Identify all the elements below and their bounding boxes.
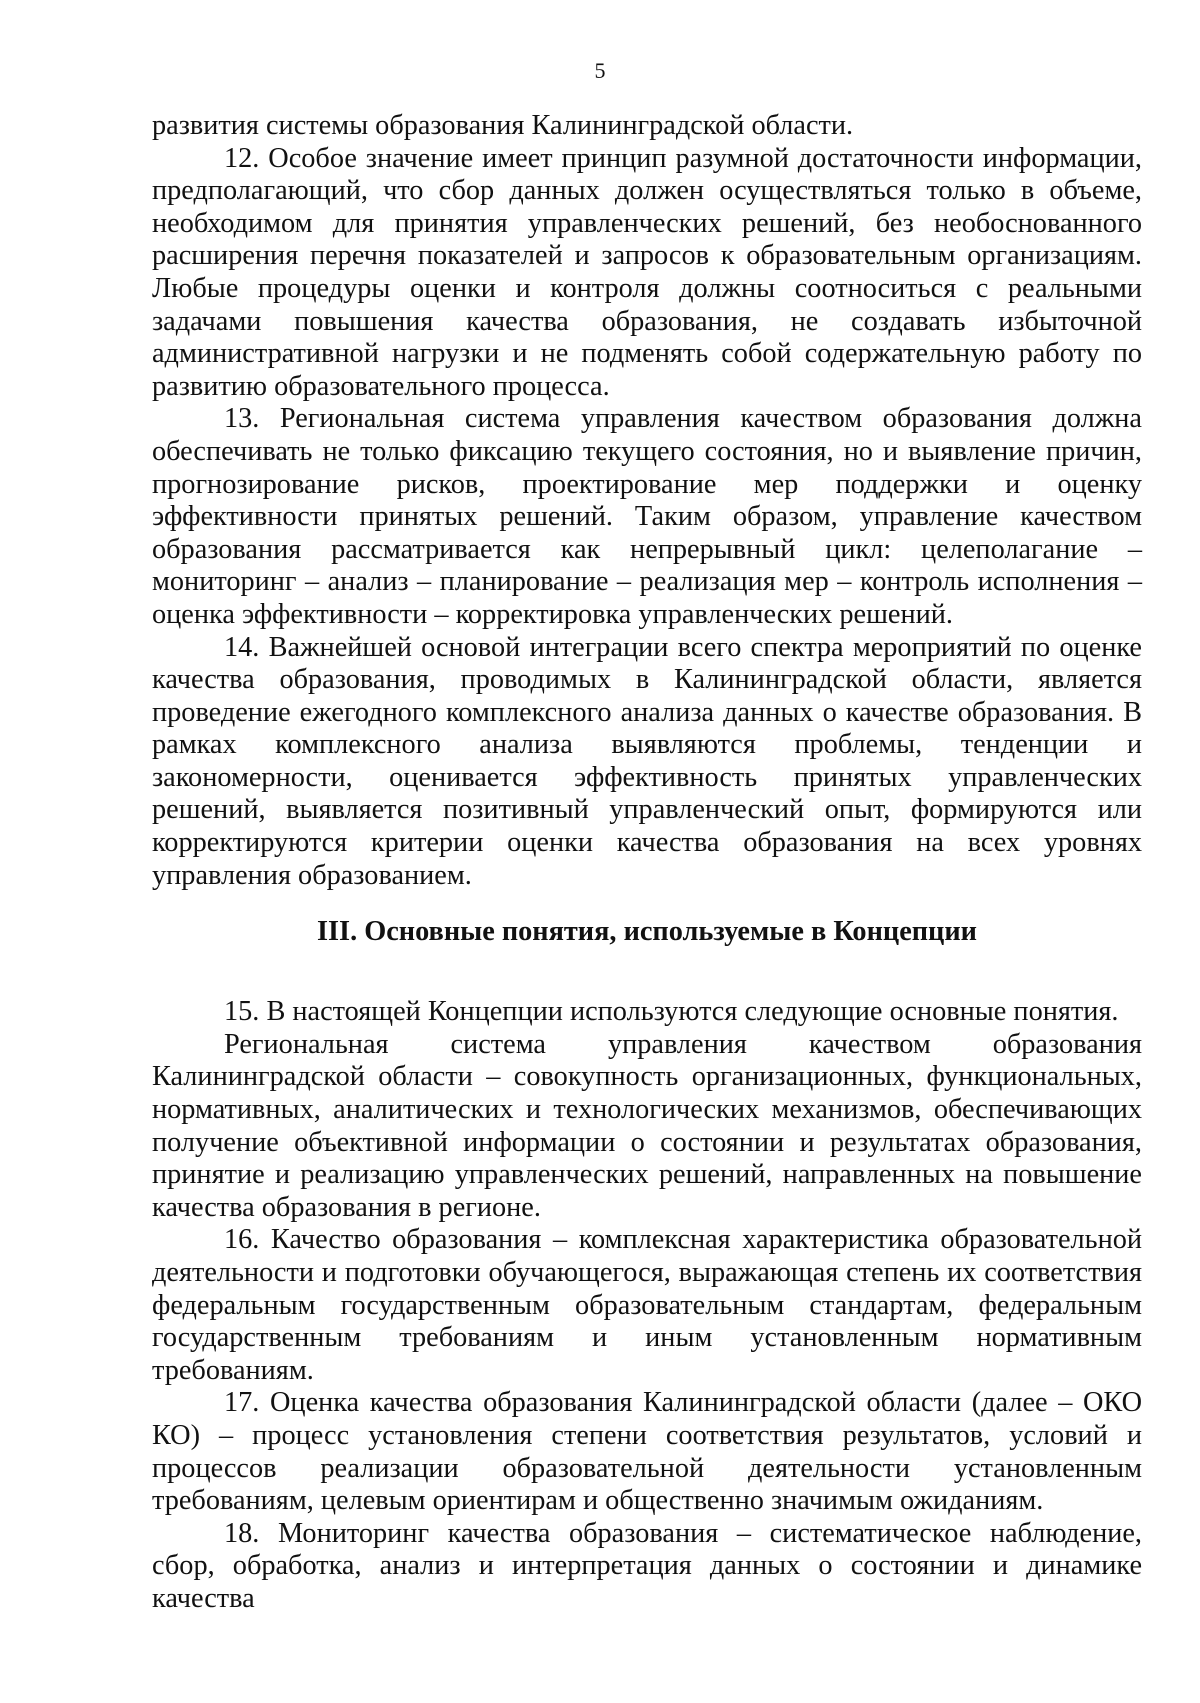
paragraph-18: 18. Мониторинг качества образования – систематическое наблюдение, сбор, обработка, анализ и интерпретация данных о состоянии и динамике качества xyxy=(152,1517,1142,1614)
paragraph-14: 14. Важнейшей основой интеграции всего спектра мероприятий по оценке качества образования, проводимых в Калининградской области, является проведение ежегодного комплексного анализа данных о качестве образования. В рамках комплексного анализа выявляются проблемы, тенденции и закономерности, оценивается эффективность принятых управленческих решений, выявляется позитивный управленческий опыт, формируются или корректируются критерии оценки качества образования на всех уровнях управления образованием. xyxy=(152,631,1142,891)
paragraph-16: 16. Качество образования – комплексная характеристика образовательной деятельности и подготовки обучающегося, выражающая степень их соответствия федеральным государственным образовательным стандартам, федеральным государственным требованиям и иным установленным нормативным требованиям. xyxy=(152,1224,1142,1386)
paragraph-13: 13. Региональная система управления качеством образования должна обеспечивать не только фиксацию текущего состояния, но и выявление причин, прогнозирование рисков, проектирование мер поддержки и оценку эффективности принятых решений. Таким образом, управление качеством образования рассматривается как непрерывный цикл: целеполагание – мониторинг – анализ – планирование – реализация мер – контроль исполнения – оценка эффективности – корректировка управленческих решений. xyxy=(152,403,1142,630)
paragraph-12: 12. Особое значение имеет принцип разумной достаточности информации, предполагающий, что сбор данных должен осуществляться только в объеме, необходимом для принятия управленческих решений, без необоснованного расширения перечня показателей и запросов к образовательным организациям. Любые процедуры оценки и контроля должны соотноситься с реальными задачами повышения качества образования, не создавать избыточной административной нагрузки и не подменять собой содержательную работу по развитию образовательного процесса. xyxy=(152,142,1142,402)
page-number: 5 xyxy=(594,58,606,83)
paragraph-continuation: развития системы образования Калининградской области. xyxy=(152,110,854,141)
section-heading: III. Основные понятия, используемые в Концепции xyxy=(317,916,977,948)
paragraph-15: 15. В настоящей Концепции используются следующие основные понятия. xyxy=(224,996,1119,1028)
paragraph-17: 17. Оценка качества образования Калининградской области (далее – ОКО КО) – процесс установления степени соответствия результатов, условий и процессов реализации образовательной деятельности установленным требованиям, целевым ориентирам и общественно значимым ожиданиям. xyxy=(152,1387,1142,1517)
paragraph-definition-regional-system: Региональная система управления качеством образования Калининградской области – совокупность организационных, функциональных, нормативных, аналитических и технологических механизмов, обеспечивающих получение объективной информации о состоянии и результатах образования, принятие и реализацию управленческих решений, направленных на повышение качества образования в регионе. xyxy=(152,1028,1142,1223)
document-body xyxy=(152,110,1142,1616)
